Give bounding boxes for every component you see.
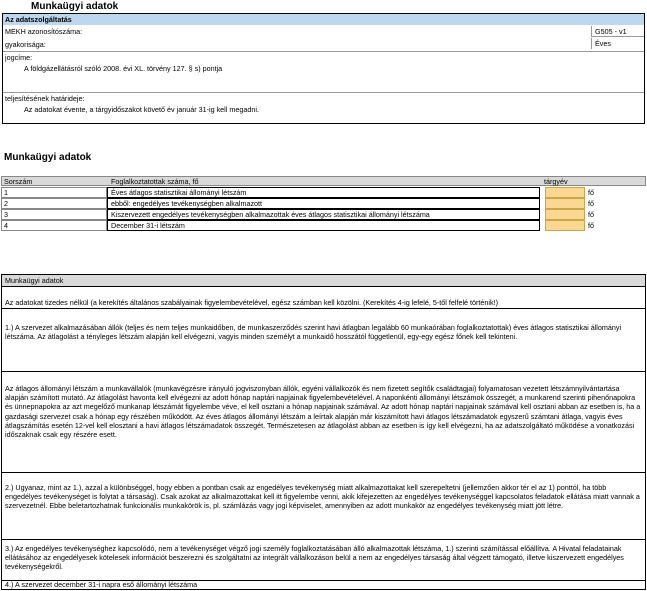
col-header-year: tárgyév — [544, 177, 568, 186]
frequency-value: Éves — [591, 38, 644, 49]
note-1-detail: Az átlagos állományi létszám a munkavállalók (munkavégzésre irányuló jogviszonyban állók, egyéni vállalkozók és nem fizetett segítők családtagjai) folyamatosan vezetett létszámnyilvántartása alapján számított mutató. Az átlagolást havonta kell elvégezni az adott hónap naptári napjainak figyelembevételével. A naponkénti állományi létszámok összegét, a munkarend szerinti pihenőnapokra és ünnepnapokra az azt megelőző munkanap létszámát figyelembe véve, el kell osztani a hónap napjainak számával. Az adott hónap naptári napjainak számával kell osztani abban az esetben is, ha a gazdasági szervezet csak a hónap egy részében működött. Az éves átlagos állományi létszám a leírtak alapján már kiszámított havi átlagos létszámadatok egyszerű számtani átlaga, vagyis éves átlagszámítás esetén 12-vel kell elosztani a havi átlagos létszámadatok összegét. Természetesen az átlagolást abban az esetben is így kell elvégezni, ha az adatszolgáltató működése a vonatkozási időszaknak csak egy részére esett. — [2, 383, 645, 473]
row-description: Éves átlagos statisztikai állományi létszám — [107, 187, 540, 198]
table-row — [1, 198, 646, 209]
value-input-row-3[interactable] — [545, 209, 585, 220]
value-input-row-2[interactable] — [545, 198, 585, 209]
row-number: 4 — [1, 220, 107, 231]
notes-title: Munkaügyi adatok — [2, 275, 645, 287]
table-row — [1, 187, 646, 198]
page-title: Munkaügyi adatok — [31, 1, 119, 12]
section-heading: Az adatszolgáltatás — [3, 14, 644, 25]
legal-basis-value: A földgázellátásról szóló 2008. évi XL. törvény 127. § s) pontja — [24, 64, 223, 73]
value-input-row-1[interactable] — [545, 187, 585, 198]
notes-intro: Az adatokat tizedes nélkül (a kerekítés általános szabályainak figyelembevételével, egész számban kell közölni. (Kerekítés 4-ig lefelé, 5-től felfelé történik!) — [2, 297, 645, 309]
note-4: 4.) A szervezet december 31-i napra eső állományi létszáma — [5, 580, 198, 589]
row-number: 1 — [1, 187, 107, 198]
deadline-label: teljesítésének határideje: — [5, 94, 85, 103]
table-row — [1, 220, 646, 231]
mekh-value: G505 - v1 — [591, 26, 644, 37]
row-unit: fő — [588, 210, 594, 219]
col-header-description: Foglalkoztatottak száma, fő — [111, 177, 199, 186]
col-header-number: Sorszám — [4, 177, 33, 186]
row-description: December 31-i létszám — [107, 220, 540, 231]
value-input-row-4[interactable] — [545, 220, 585, 231]
table-row — [1, 209, 646, 220]
row-description: ebből: engedélyes tevékenységben alkalmazott — [107, 198, 540, 209]
note-3: 3.) Az engedélyes tevékenységhez kapcsolódó, nem a tevékenységet végző jogi személy foglalkoztatásában álló alkalmazottak létszáma, 1.) szerinti számítással előállítva. A Hivatal feladatainak ellátásához az engedélyesek kötelesek információt beszerezni és szolgáltatni az integrált vállalkozáson belül a nem az engedélyes társaság által végzett támogató, illetve kiszervezett engedélyes tevékenységekről. — [2, 543, 645, 581]
frequency-label: gyakorisága: — [5, 40, 46, 49]
row-unit: fő — [588, 188, 594, 197]
header-box — [2, 13, 645, 124]
data-table — [1, 176, 646, 234]
notes-box — [1, 274, 646, 590]
mekh-label: MEKH azonosítószáma: — [5, 27, 83, 36]
note-2: 2.) Ugyanaz, mint az 1.), azzal a különbséggel, hogy ebben a pontban csak az engedélyes tevékenység miatt alkalmazottakat kell szerepeltetni (jellemzően akkor tér el az 1) ponttól, ha több engedélyes tevékenységet is folytat a társaság). Csak azokat az alkalmazottakat kell itt figyelembe venni, akik kifejezetten az engedélyes tevékenységgel kapcsolatos feladatok ellátása miatt vannak a szervezetnél. Ebbe beletartozhatnak funkcionális munkakörök is, pl. számlázás vagy jogi képviselet, amennyiben az adott munkakör az engedélyes tevékenység miatt jött létre. — [5, 483, 640, 511]
row-unit: fő — [588, 199, 594, 208]
row-number: 2 — [1, 198, 107, 209]
row-number: 3 — [1, 209, 107, 220]
table-heading: Munkaügyi adatok — [4, 152, 92, 163]
row-unit: fő — [588, 221, 594, 230]
deadline-value: Az adatokat évente, a tárgyidőszakot követő év január 31-ig kell megadni. — [24, 105, 259, 114]
legal-basis-label: jogcíme: — [5, 53, 33, 62]
note-1: 1.) A szervezet alkalmazásában állók (teljes és nem teljes munkaidőben, de munkaszerződés szerint havi átlagban legalább 60 munkaórában foglalkoztatottak) éves átlagos statisztikai állományi létszáma. Az átlagolást a tényleges létszám alapján kell elvégezni, vagyis minden személyt a munkaidő hosszától függetlenül, egy-egy egész főnek kell tekinteni. — [5, 323, 622, 342]
row-description: Kiszervezett engedélyes tevékenységben alkalmazottak éves átlagos statisztikai állományi létszáma — [107, 209, 540, 220]
